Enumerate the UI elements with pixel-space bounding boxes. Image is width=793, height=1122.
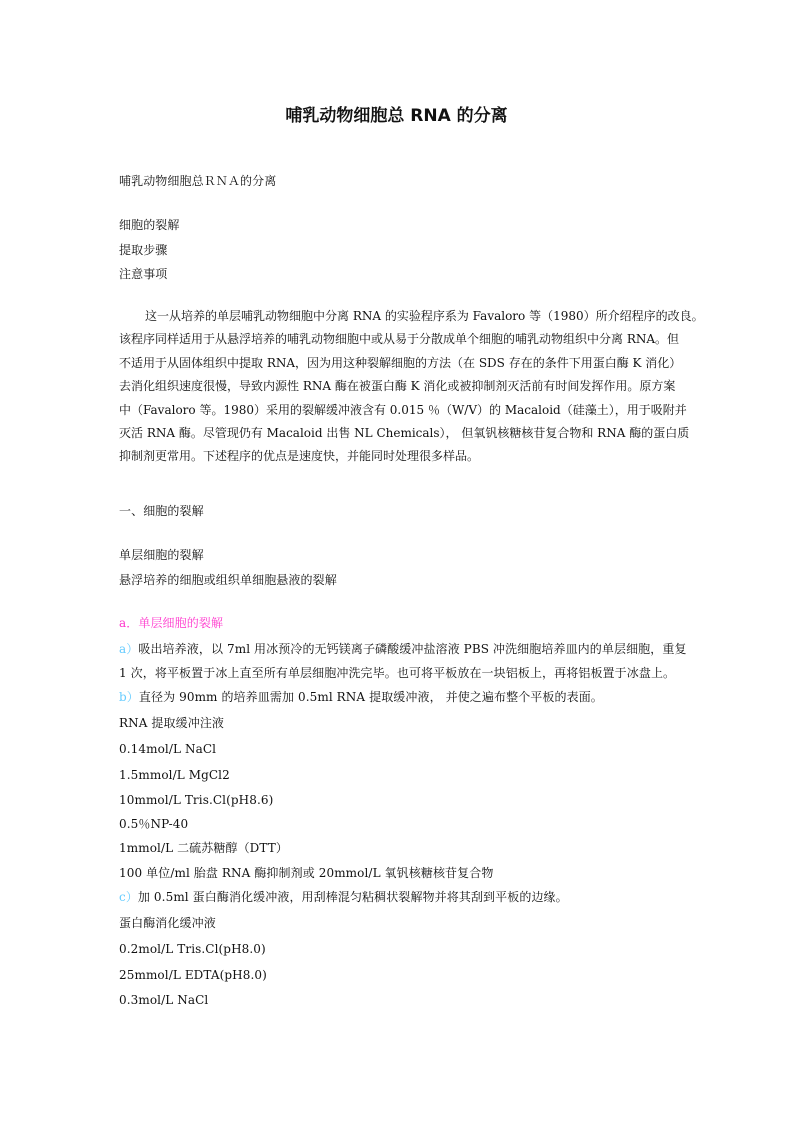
buffer1-item: 1mmol/L 二硫苏糖醇（DTT） (119, 841, 288, 855)
step-a-line2: 1 次，将平板置于冰上直至所有单层细胞冲洗完毕。也可将平板放在一块铝板上，再将铝板置于冰盘上。 (119, 666, 676, 680)
toc-item-lysis: 细胞的裂解 (119, 218, 180, 232)
step-b (119, 688, 603, 706)
subsection-heading-a: a．单层细胞的裂解 (119, 616, 224, 630)
intro-line: 灭活 RNA 酶。尽管现仍有 Macaloid 出售 NL Chemicals）， 但氧钒核糖核苷复合物和 RNA 酶的蛋白质 (119, 426, 690, 441)
buffer1-item: 0.14mol/L NaCl (119, 742, 217, 756)
buffer2-item: 0.2mol/L Tris.Cl(pH8.0) (119, 942, 266, 956)
section-item-monolayer: 单层细胞的裂解 (119, 548, 204, 562)
intro-line: 去消化组织速度很慢，导致内源性 RNA 酶在被蛋白酶 K 消化或被抑制剂灭活前有时间发挥作用。原方案 (119, 379, 676, 394)
toc-item-notes: 注意事项 (119, 267, 168, 281)
intro-line: 这一从培养的单层哺乳动物细胞中分离 RNA 的实验程序系为 Favaloro 等（1980）所介绍程序的改良。 (145, 309, 704, 323)
section-heading-lysis: 一、细胞的裂解 (119, 504, 204, 518)
intro-line: 中（Favaloro 等。1980）采用的裂解缓冲液含有 0.015 ％（W/V）的 Macaloid（硅藻土），用于吸附并 (119, 402, 687, 417)
intro-line: 不适用于从固体组织中提取 RNA，因为用这种裂解细胞的方法（在 SDS 存在的条件下用蛋白酶 K 消化） (119, 355, 682, 370)
section-item-suspension: 悬浮培养的细胞或组织单细胞悬液的裂解 (119, 573, 337, 587)
intro-line: 该程序同样适用于从悬浮培养的哺乳动物细胞中或从易于分散成单个细胞的哺乳动物组织中分离 RNA。但 (119, 332, 680, 347)
intro-paragraph (119, 305, 704, 469)
buffer1-title: RNA 提取缓冲注液 (119, 716, 225, 730)
buffer1-item: 1.5mmol/L MgCl2 (119, 768, 230, 782)
buffer1-item: 100 单位/ml 胎盘 RNA 酶抑制剂或 20mmol/L 氧钒核糖核苷复合物 (119, 866, 494, 880)
buffer1-item: 0.5％NP-40 (119, 817, 189, 831)
toc-item-steps: 提取步骤 (119, 243, 168, 257)
subtitle: 哺乳动物细胞总ＲＮＡ的分离 (119, 174, 277, 188)
document-title: 哺乳动物细胞总 RNA 的分离 (285, 106, 508, 126)
buffer2-title: 蛋白酶消化缓冲液 (119, 916, 216, 930)
step-b-text: 直径为 90mm 的培养皿需加 0.5ml RNA 提取缓冲液， 并使之遍布整个平板的表面。 (138, 690, 603, 704)
step-c (119, 888, 568, 906)
step-b-marker: b） (119, 690, 139, 704)
buffer1-item: 10mmol/L Tris.Cl(pH8.6) (119, 793, 274, 807)
buffer2-item: 25mmol/L EDTA(pH8.0) (119, 968, 267, 982)
step-a-text: 吸出培养液，以 7ml 用冰预冷的无钙镁离子磷酸缓冲盐溶液 PBS 冲洗细胞培养皿内的单层细胞，重复 (138, 642, 687, 656)
step-a-marker: a） (119, 642, 139, 656)
step-a-line1 (119, 640, 687, 658)
intro-line: 抑制剂更常用。下述程序的优点是速度快，并能同时处理很多样品。 (119, 449, 480, 464)
step-c-marker: c） (119, 890, 138, 904)
buffer2-item: 0.3mol/L NaCl (119, 993, 209, 1007)
step-c-text: 加 0.5ml 蛋白酶消化缓冲液，用刮棒混匀粘稠状裂解物并将其刮到平板的边缘。 (137, 890, 568, 904)
